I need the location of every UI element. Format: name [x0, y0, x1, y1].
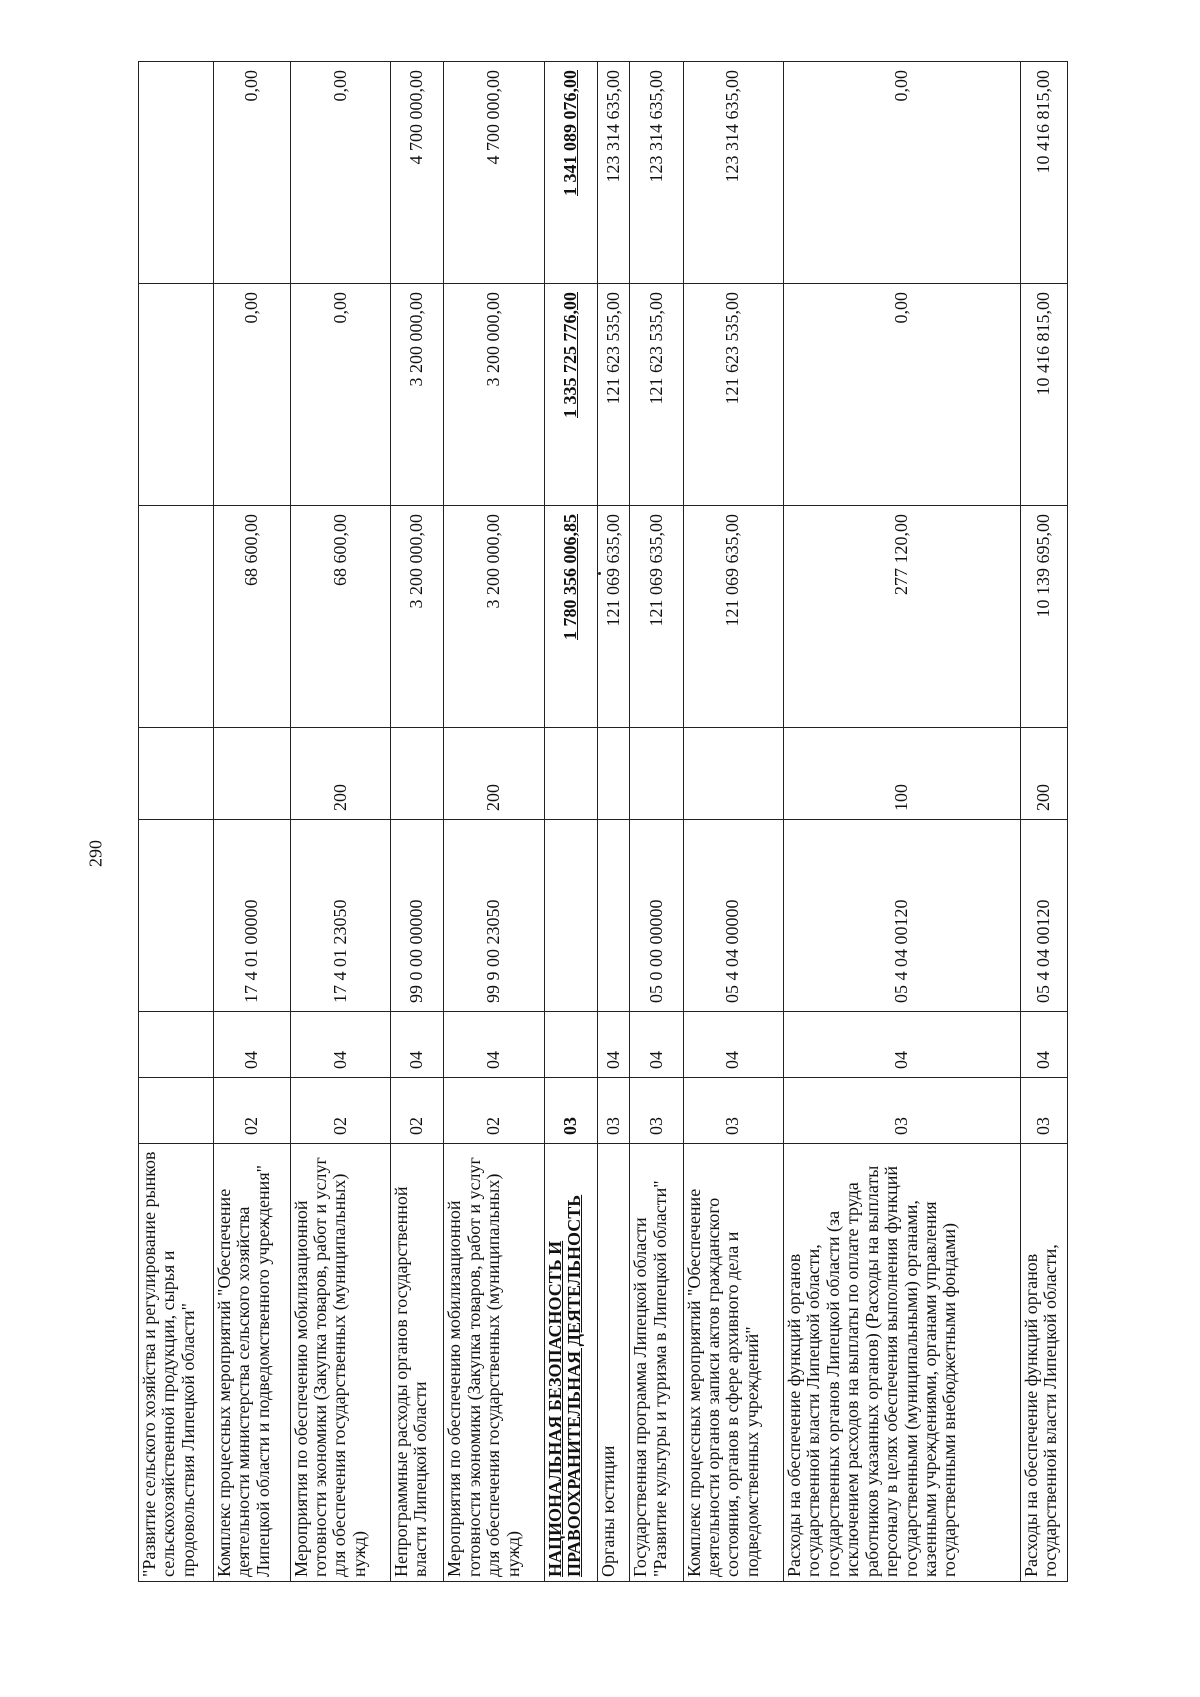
- row-name: Непрограммные расходы органов государственной власти Липецкой области: [390, 1144, 443, 1582]
- table-row: [1020, 62, 1067, 1582]
- expense-type-code: 100: [783, 728, 1020, 820]
- table-row: [139, 62, 214, 1582]
- expense-type-code: 200: [444, 728, 544, 820]
- amount-year-1: 10 139 695,00: [1020, 506, 1067, 728]
- table-row: [683, 62, 783, 1582]
- amount-year-1: 277 120,00: [783, 506, 1020, 728]
- subsection-code: [139, 1012, 214, 1078]
- amount-year-1: 121 069 635,00: [683, 506, 783, 728]
- page-number: 290: [85, 840, 106, 867]
- section-code: 02: [444, 1078, 544, 1144]
- table-row: [783, 62, 1020, 1582]
- subsection-code: 04: [1020, 1012, 1067, 1078]
- subsection-code: 04: [213, 1012, 290, 1078]
- amount-year-2: 1 335 725 776,00: [544, 284, 597, 506]
- row-name: Мероприятия по обеспечению мобилизационной готовности экономики (Закупка товаров, работ и услуг для обеспечения государственных (муниципальных) нужд): [444, 1144, 544, 1582]
- section-code: 02: [290, 1078, 390, 1144]
- amount-year-3: 123 314 635,00: [683, 62, 783, 284]
- section-code: 03: [683, 1078, 783, 1144]
- target-article-code: [544, 820, 597, 1012]
- target-article-code: 17 4 01 00000: [213, 820, 290, 1012]
- amount-year-2: 121 623 535,00: [683, 284, 783, 506]
- subsection-code: 04: [444, 1012, 544, 1078]
- target-article-code: 05 4 04 00120: [783, 820, 1020, 1012]
- amount-year-3: 123 314 635,00: [630, 62, 683, 284]
- subsection-code: 04: [290, 1012, 390, 1078]
- amount-year-3: 4 700 000,00: [444, 62, 544, 284]
- section-code: 03: [598, 1078, 630, 1144]
- subsection-code: 04: [630, 1012, 683, 1078]
- subsection-code: 04: [783, 1012, 1020, 1078]
- table-row: [213, 62, 290, 1582]
- amount-year-3: 0,00: [213, 62, 290, 284]
- amount-year-3: [139, 62, 214, 284]
- target-article-code: 05 4 04 00120: [1020, 820, 1067, 1012]
- amount-year-3: 0,00: [783, 62, 1020, 284]
- expense-type-code: [598, 728, 630, 820]
- subsection-code: 04: [390, 1012, 443, 1078]
- expense-type-code: [544, 728, 597, 820]
- amount-year-2: 10 416 815,00: [1020, 284, 1067, 506]
- expense-type-code: [213, 728, 290, 820]
- row-name: НАЦИОНАЛЬНАЯ БЕЗОПАСНОСТЬ И ПРАВООХРАНИТЕЛЬНАЯ ДЕЯТЕЛЬНОСТЬ: [544, 1144, 597, 1582]
- table-row: [390, 62, 443, 1582]
- section-code: [139, 1078, 214, 1144]
- subsection-code: 04: [683, 1012, 783, 1078]
- expense-type-code: [630, 728, 683, 820]
- amount-year-2: 3 200 000,00: [444, 284, 544, 506]
- row-name: Органы юстиции: [598, 1144, 630, 1582]
- row-name: Мероприятия по обеспечению мобилизационной готовности экономики (Закупка товаров, работ и услуг для обеспечения государственных (муниципальных) нужд): [290, 1144, 390, 1582]
- expense-type-code: [139, 728, 214, 820]
- amount-year-2: 0,00: [290, 284, 390, 506]
- budget-table-rotated: [138, 62, 1068, 1582]
- section-code: 03: [544, 1078, 597, 1144]
- amount-year-1: 3 200 000,00: [444, 506, 544, 728]
- amount-year-1: 121 069 635,00: [598, 506, 630, 728]
- section-code: 03: [1020, 1078, 1067, 1144]
- subsection-code: [544, 1012, 597, 1078]
- table-row: [630, 62, 683, 1582]
- section-code: 02: [390, 1078, 443, 1144]
- amount-year-1: 68 600,00: [290, 506, 390, 728]
- target-article-code: 17 4 01 23050: [290, 820, 390, 1012]
- amount-year-1: 1 780 356 006,85: [544, 506, 597, 728]
- target-article-code: 05 0 00 00000: [630, 820, 683, 1012]
- amount-year-1: 3 200 000,00: [390, 506, 443, 728]
- amount-year-3: 10 416 815,00: [1020, 62, 1067, 284]
- table-row: [290, 62, 390, 1582]
- expense-type-code: [390, 728, 443, 820]
- section-code: 03: [630, 1078, 683, 1144]
- row-name: Государственная программа Липецкой области "Развитие культуры и туризма в Липецкой области": [630, 1144, 683, 1582]
- amount-year-3: 123 314 635,00: [598, 62, 630, 284]
- target-article-code: [598, 820, 630, 1012]
- amount-year-1: 68 600,00: [213, 506, 290, 728]
- budget-table: [138, 61, 1068, 1582]
- amount-year-3: 0,00: [290, 62, 390, 284]
- amount-year-2: 3 200 000,00: [390, 284, 443, 506]
- table-row: [598, 62, 630, 1582]
- row-name: Комплекс процессных мероприятий "Обеспечение деятельности органов записи актов гражданского состояния, органов в сфере архивного дела и подведомственных учреждений": [683, 1144, 783, 1582]
- amount-year-2: 0,00: [783, 284, 1020, 506]
- target-article-code: 05 4 04 00000: [683, 820, 783, 1012]
- amount-year-2: [139, 284, 214, 506]
- target-article-code: [139, 820, 214, 1012]
- amount-year-3: 4 700 000,00: [390, 62, 443, 284]
- row-name: Расходы на обеспечение функций органов государственной власти Липецкой области, государственных органов Липецкой области (за исключением расходов на выплаты по оплате труда работников указанных органов) (Расходы на выплаты персоналу в целях обеспечения выполнения функций государственными (муниципальными) органами, казенными учреждениями, органами управления государственными внебюджетными фондами): [783, 1144, 1020, 1582]
- amount-year-3: 1 341 089 076,00: [544, 62, 597, 284]
- target-article-code: 99 0 00 00000: [390, 820, 443, 1012]
- table-row-section-total: [544, 62, 597, 1582]
- amount-year-2: 121 623 535,00: [630, 284, 683, 506]
- section-code: 03: [783, 1078, 1020, 1144]
- amount-year-2: 0,00: [213, 284, 290, 506]
- row-name: "Развитие сельского хозяйства и регулирование рынков сельскохозяйственной продукции, сырья и продовольствия Липецкой области": [139, 1144, 214, 1582]
- subsection-code: 04: [598, 1012, 630, 1078]
- expense-type-code: 200: [1020, 728, 1067, 820]
- row-name: Комплекс процессных мероприятий "Обеспечение деятельности министерства сельского хозяйства Липецкой области и подведомственного учреждения": [213, 1144, 290, 1582]
- expense-type-code: [683, 728, 783, 820]
- section-code: 02: [213, 1078, 290, 1144]
- expense-type-code: 200: [290, 728, 390, 820]
- table-row: [444, 62, 544, 1582]
- amount-year-1: [139, 506, 214, 728]
- row-name: Расходы на обеспечение функций органов государственной власти Липецкой области,: [1020, 1144, 1067, 1582]
- amount-year-1: 121 069 635,00: [630, 506, 683, 728]
- target-article-code: 99 9 00 23050: [444, 820, 544, 1012]
- amount-year-2: 121 623 535,00: [598, 284, 630, 506]
